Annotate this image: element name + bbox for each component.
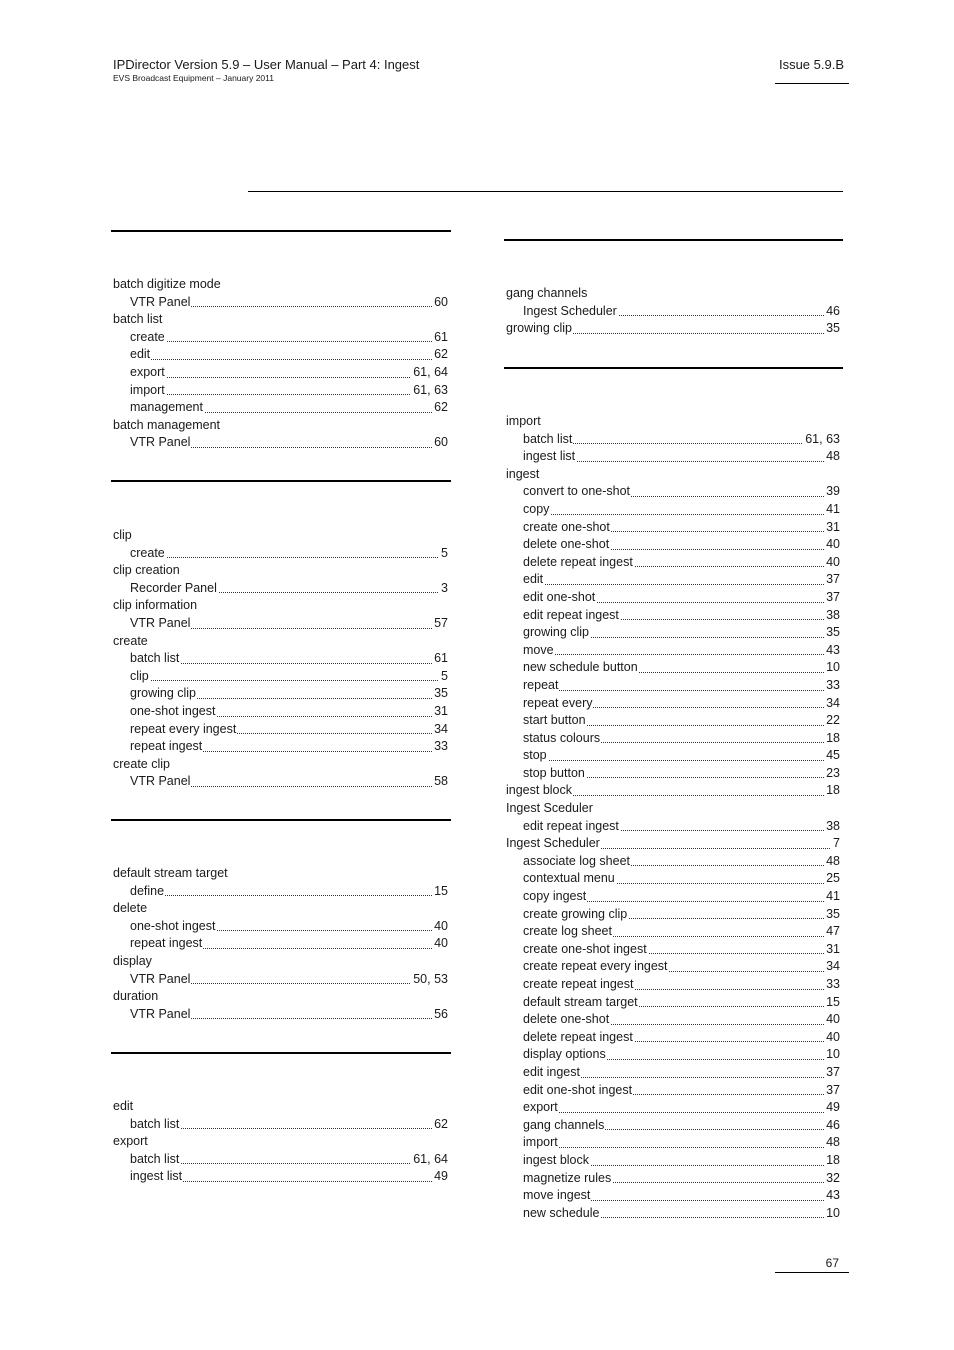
page-ref: 37 [824,571,840,589]
index-subentry [504,747,843,765]
entry-label: delete one-shot [523,537,610,552]
entry-label: default stream target [113,866,228,880]
entry-label: ingest block [523,1152,590,1167]
dot-leader [523,690,840,691]
entry-label: import [506,414,541,428]
entry-label: export [113,1134,148,1149]
index-subentry [111,918,451,936]
dot-leader [130,394,448,395]
index-subentry [111,382,451,400]
index-subentry [111,364,451,382]
entry-label: management [130,400,203,415]
entry-label: ingest list [523,449,576,464]
entry-label: repeat every [523,695,593,710]
index-subentry [111,773,451,791]
dot-leader [523,1147,840,1148]
entry-label: clip [113,528,132,542]
entry-label: batch list [130,651,180,666]
entry-label: default stream target [523,994,638,1009]
page-ref: 40 [824,554,840,572]
entry-label: delete repeat ingest [523,554,633,569]
entry-label: create clip [113,756,170,771]
page-ref: 48 [824,853,840,871]
page-ref: 7 [831,835,840,853]
index-subentry [504,1170,843,1188]
index-subentry [111,329,451,347]
index-subentry [504,1046,843,1064]
entry-label: import [130,382,165,397]
entry-label: edit repeat ingest [523,607,619,622]
page-ref: 47 [824,923,840,941]
entry-label: define [130,883,165,898]
page-ref: 61 [432,329,448,347]
index-subentry [504,1134,843,1152]
page-ref: 18 [824,730,840,748]
index-term [111,953,451,971]
index-term [504,285,843,303]
page-ref: 15 [432,883,448,901]
index-subentry [504,1099,843,1117]
index-term [111,1098,451,1116]
entry-label: Ingest Scheduler [523,303,617,318]
entry-label: edit one-shot [523,589,596,604]
index-subentry [504,870,843,888]
page-ref: 46 [824,1117,840,1135]
entry-label: move ingest [523,1188,591,1203]
entry-label: create log sheet [523,924,612,939]
entry-label: VTR Panel [130,774,191,789]
page-ref: 61, 63 [411,382,448,400]
index-term [111,988,451,1006]
entry-label: clip [130,668,149,683]
entry-label: batch list [523,431,573,446]
index-subentry [504,536,843,554]
entry-label: convert to one-shot [523,484,631,499]
page-ref: 41 [824,888,840,906]
page-ref: 40 [432,935,448,953]
index-subentry [504,483,843,501]
page-ref: 50, 53 [411,971,448,989]
index-section [504,239,843,338]
index-term [111,1133,451,1151]
dot-leader [130,341,448,342]
page-ref: 10 [824,1046,840,1064]
page-ref: 40 [432,918,448,936]
entry-label: batch list [130,1116,180,1131]
index-subentry [111,1168,451,1186]
index-subentry [111,721,451,739]
index-subentry [504,853,843,871]
index-subentry [504,642,843,660]
page-ref: 38 [824,607,840,625]
entry-label: edit [130,347,151,362]
index-title-rule [248,191,843,192]
page-ref: 61, 64 [411,1151,448,1169]
entry-label: clip creation [113,563,180,578]
entry-label: one-shot ingest [130,918,216,933]
page-ref: 61, 64 [411,364,448,382]
dot-leader [130,359,448,360]
index-subentry [111,294,451,312]
index-term [111,562,451,580]
entry-label: batch list [113,312,163,327]
entry-label: one-shot ingest [130,703,216,718]
page-ref: 15 [824,994,840,1012]
entry-label: repeat [523,677,559,692]
page-ref: 23 [824,765,840,783]
entry-label: create [130,329,165,344]
page-ref: 35 [824,320,840,338]
index-subentry [111,703,451,721]
entry-label: clip information [113,598,198,613]
page-ref: 10 [824,1205,840,1223]
entry-label: create one-shot ingest [523,941,647,956]
entry-label: gang channels [523,1117,605,1132]
entry-label: duration [113,989,159,1004]
entry-label: repeat ingest [130,739,203,754]
entry-label: gang channels [506,286,588,300]
page-ref: 61, 63 [803,431,840,449]
entry-label: edit [523,572,544,587]
index-subentry [504,994,843,1012]
entry-label: create repeat every ingest [523,959,668,974]
index-subentry [111,650,451,668]
index-subentry [504,923,843,941]
index-subentry [504,695,843,713]
entry-label: batch management [113,417,221,432]
index-subentry [111,615,451,633]
index-subentry [504,1117,843,1135]
entry-label: VTR Panel [130,294,191,309]
index-term [504,466,843,484]
index-subentry [504,888,843,906]
page-ref: 33 [824,976,840,994]
page-ref: 56 [432,1006,448,1024]
page-ref: 48 [824,448,840,466]
dot-leader [523,584,840,585]
entry-label: stop [523,748,547,763]
index-subentry [504,624,843,642]
page-ref: 48 [824,1134,840,1152]
entry-label: stop button [523,765,585,780]
page-ref: 3 [439,580,448,598]
page-ref: 31 [432,703,448,721]
page-ref: 43 [824,1187,840,1205]
entry-label: import [523,1135,558,1150]
dot-leader [523,654,840,655]
entry-label: delete [113,901,148,916]
entry-label: create [113,633,148,648]
page-ref: 57 [432,615,448,633]
entry-label: Ingest Sceduler [506,801,593,816]
entry-label: create [130,545,165,560]
index-subentry [504,712,843,730]
page-ref: 35 [824,624,840,642]
page-ref: 10 [824,659,840,677]
section-divider [504,367,843,369]
index-subentry [504,958,843,976]
page-ref: 32 [824,1170,840,1188]
index-subentry [504,818,843,836]
index-subentry [504,765,843,783]
entry-label: edit ingest [523,1064,580,1079]
index-subentry [111,1116,451,1134]
index-subentry [504,501,843,519]
page-ref: 60 [432,294,448,312]
index-subentry [111,580,451,598]
index-subentry [504,1029,843,1047]
entry-label: VTR Panel [130,435,191,450]
index-subentry [111,545,451,563]
index-subentry [504,554,843,572]
page-ref: 37 [824,1082,840,1100]
entry-label: create repeat ingest [523,977,634,991]
entry-label: ingest list [130,1169,183,1184]
entry-label: VTR Panel [130,615,191,630]
entry-label: copy [523,501,550,516]
index-term [111,756,451,774]
page-ref: 49 [432,1168,448,1186]
page-ref: 41 [824,501,840,519]
index-subentry [504,1152,843,1170]
dot-leader [130,895,448,896]
dot-leader [130,557,448,558]
index-subentry [504,448,843,466]
dot-leader [523,1112,840,1113]
index-subentry [111,883,451,901]
entry-label: export [523,1100,558,1115]
page-ref: 31 [824,941,840,959]
index-section [111,480,451,791]
entry-label: Recorder Panel [130,580,217,595]
entry-label: new schedule [523,1205,600,1220]
index-subentry [111,1006,451,1024]
issue-label: Issue 5.9.B [778,57,844,72]
manual-title: IPDirector Version 5.9 – User Manual – Part 4: Ingest [113,57,420,72]
entry-label: create one-shot [523,519,610,534]
index-term [111,633,451,651]
index-term [111,276,451,294]
page-ref: 60 [432,434,448,452]
page-ref: 34 [824,695,840,713]
section-divider [504,239,843,241]
index-term [504,800,843,818]
page-ref: 40 [824,1029,840,1047]
index-subentry [504,303,843,321]
entry-label: create growing clip [523,906,628,921]
index-subentry [111,346,451,364]
index-term [504,835,843,853]
entry-label: batch list [130,1151,180,1166]
index-subentry [111,668,451,686]
entry-label: display options [523,1047,606,1062]
page-ref: 40 [824,1011,840,1029]
index-subentry [504,431,843,449]
index-subentry [504,976,843,994]
page-ref: 5 [439,545,448,563]
index-subentry [504,730,843,748]
entry-label: growing clip [523,625,590,640]
index-term [111,900,451,918]
index-subentry [504,677,843,695]
page-ref: 49 [824,1099,840,1117]
page-ref: 35 [432,685,448,703]
dot-leader [130,680,448,681]
index-term [504,413,843,431]
page-ref: 43 [824,642,840,660]
page-ref: 22 [824,712,840,730]
index-subentry [111,399,451,417]
entry-label: edit repeat ingest [523,818,619,833]
section-divider [111,819,451,821]
entry-label: export [130,364,165,379]
entry-label: status colours [523,730,601,745]
index-subentry [504,607,843,625]
entry-label: Ingest Scheduler [506,836,600,851]
index-subentry [504,1011,843,1029]
entry-label: associate log sheet [523,853,631,868]
entry-label: copy ingest [523,889,587,904]
index-subentry [504,659,843,677]
index-subentry [111,685,451,703]
index-term [111,417,451,435]
entry-label: magnetize rules [523,1170,612,1185]
index-subentry [504,1082,843,1100]
index-subentry [504,1187,843,1205]
dot-leader [130,377,448,378]
page-ref: 35 [824,906,840,924]
entry-label: repeat every ingest [130,721,237,736]
entry-label: start button [523,713,586,728]
entry-label: ingest [506,466,540,481]
page-ref: 5 [439,668,448,686]
page-ref: 45 [824,747,840,765]
entry-label: ingest block [506,783,573,798]
index-subentry [504,589,843,607]
page-ref: 37 [824,589,840,607]
index-section [504,367,843,1222]
index-subentry [504,519,843,537]
index-subentry [504,1064,843,1082]
footer-rule [775,1272,849,1273]
index-subentry [504,1205,843,1223]
index-subentry [111,971,451,989]
page-ref: 34 [432,721,448,739]
entry-label: VTR Panel [130,1006,191,1021]
index-subentry [111,738,451,756]
index-subentry [504,571,843,589]
page-ref: 18 [824,1152,840,1170]
page-ref: 61 [432,650,448,668]
entry-label: batch digitize mode [113,277,221,291]
entry-label: move [523,642,554,657]
dot-leader [523,514,840,515]
page-ref: 33 [824,677,840,695]
entry-label: growing clip [506,321,573,336]
page-ref: 37 [824,1064,840,1082]
page-ref: 62 [432,346,448,364]
page-ref: 38 [824,818,840,836]
section-divider [111,1052,451,1054]
page-ref: 34 [824,958,840,976]
index-term [504,320,843,338]
index-section [111,819,451,1023]
manual-subtitle: EVS Broadcast Equipment – January 2011 [113,73,274,83]
entry-label: repeat ingest [130,936,203,951]
index-term [504,782,843,800]
section-divider [111,480,451,482]
index-term [111,311,451,329]
index-section [111,1052,451,1186]
entry-label: edit one-shot ingest [523,1082,633,1097]
section-divider [111,230,451,232]
header-rule [775,83,849,84]
page-ref: 62 [432,399,448,417]
entry-label: VTR Panel [130,971,191,986]
index-term [111,597,451,615]
entry-label: growing clip [130,686,197,701]
index-subentry [111,434,451,452]
page-ref: 58 [432,773,448,791]
page-ref: 40 [824,536,840,554]
index-term [111,527,451,545]
entry-label: delete one-shot [523,1012,610,1027]
entry-label: new schedule button [523,660,638,675]
dot-leader [523,760,840,761]
page-ref: 18 [824,782,840,800]
page-ref: 62 [432,1116,448,1134]
index-subentry [111,1151,451,1169]
index-term [111,865,451,883]
entry-label: edit [113,1099,134,1113]
page-ref: 39 [824,483,840,501]
entry-label: delete repeat ingest [523,1029,633,1044]
index-subentry [504,906,843,924]
index-subentry [504,941,843,959]
page-number: 67 [825,1256,839,1270]
page-ref: 46 [824,303,840,321]
entry-label: contextual menu [523,871,615,886]
page-ref: 25 [824,870,840,888]
entry-label: display [113,953,152,968]
page-ref: 33 [432,738,448,756]
index-subentry [111,935,451,953]
index-section [111,230,451,452]
page-ref: 31 [824,519,840,537]
